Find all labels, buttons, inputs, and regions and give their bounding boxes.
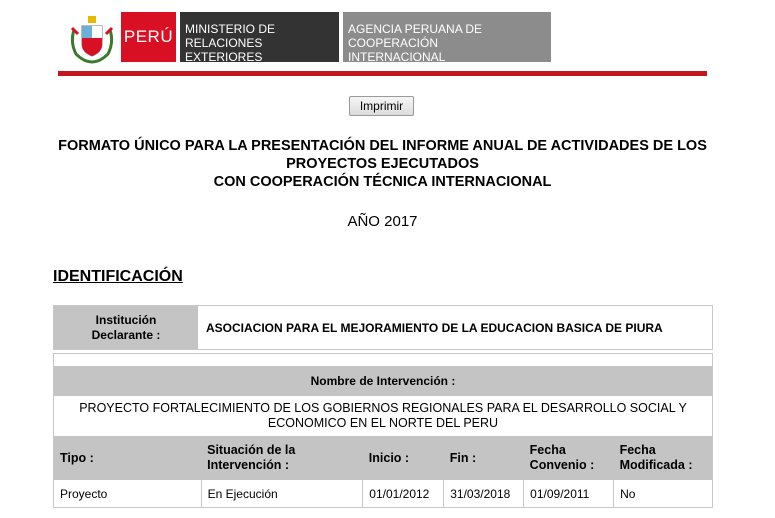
column-header-situacion: Situación de la Intervención :	[201, 436, 363, 480]
intervention-name-value: PROYECTO FORTALECIMIENTO DE LOS GOBIERNOS REGIONALES PARA EL DESARROLLO SOCIAL Y ECONOMICO EN EL NORTE DEL PERU	[79, 401, 687, 430]
institution-value: ASOCIACION PARA EL MEJORAMIENTO DE LA EDUCACION BASICA DE PIURA	[198, 306, 713, 350]
peru-logo	[121, 12, 176, 62]
column-header-convenio: Fecha Convenio :	[524, 436, 614, 480]
print-button[interactable]: Imprimir	[349, 96, 414, 116]
agency-logo	[343, 12, 551, 62]
cell-situacion: En Ejecución	[201, 480, 363, 508]
intervention-name-label: Nombre de Intervención :	[54, 366, 713, 396]
cell-inicio: 01/01/2012	[363, 480, 444, 508]
column-header-fin: Fin :	[444, 436, 524, 480]
title-line3: CON COOPERACIÓN TÉCNICA INTERNACIONAL	[213, 174, 552, 190]
table-header-row	[54, 436, 713, 480]
institution-label: Institución Declarante :	[54, 306, 199, 350]
column-header-inicio: Inicio :	[363, 436, 444, 480]
cell-tipo: Proyecto	[54, 480, 202, 508]
cell-fin: 31/03/2018	[444, 480, 524, 508]
ministry-line2: EXTERIORES	[185, 50, 263, 64]
institution-table	[53, 305, 713, 350]
report-year: AÑO 2017	[347, 213, 418, 230]
peru-label: PERÚ	[123, 27, 174, 46]
cell-convenio: 01/09/2011	[524, 480, 614, 508]
title-line1: FORMATO ÚNICO PARA LA PRESENTACIÓN DEL INFORME ANUAL DE ACTIVIDADES DE LOS	[58, 138, 707, 154]
section-title: IDENTIFICACIÓN	[53, 268, 183, 285]
title-line2: PROYECTOS EJECUTADOS	[286, 156, 479, 172]
header-divider	[58, 71, 707, 76]
intervention-table	[53, 353, 713, 508]
agency-line1: AGENCIA PERUANA DE COOPERACIÓN	[348, 22, 483, 50]
page-title	[0, 137, 765, 191]
page-header	[0, 0, 775, 78]
column-header-modificada: Fecha Modificada :	[614, 436, 713, 480]
cell-modificada: No	[620, 486, 636, 501]
peru-coat-of-arms-icon	[68, 12, 116, 64]
table-row	[54, 480, 713, 508]
ministry-line1: MINISTERIO DE RELACIONES	[185, 22, 276, 50]
agency-line2: INTERNACIONAL	[348, 50, 446, 64]
ministry-logo	[180, 12, 339, 62]
column-header-tipo: Tipo :	[54, 436, 202, 480]
